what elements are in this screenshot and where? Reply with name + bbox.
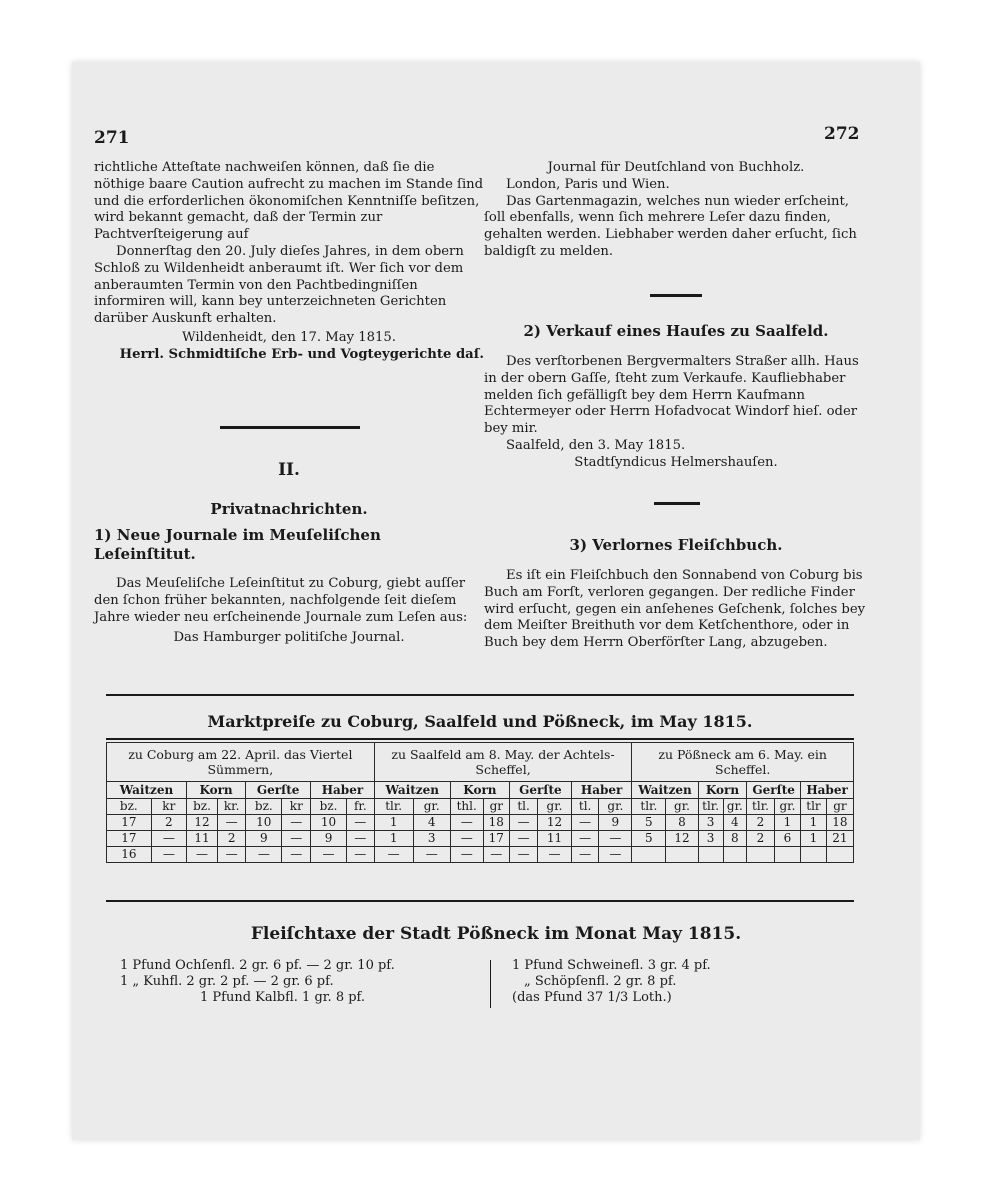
section-title: Privatnachrichten. <box>210 500 368 518</box>
price-cell: — <box>599 831 632 847</box>
unit-header: gr. <box>599 799 632 815</box>
item1-title: 1) Neue Journale im Meuſeliſchen Leſeinſtitut. <box>94 526 381 563</box>
grain-header: Waitzen <box>107 782 187 799</box>
scanned-page <box>72 62 920 1140</box>
price-cell: 18 <box>826 815 853 831</box>
grain-header: Gerſte <box>246 782 311 799</box>
grain-header: Haber <box>801 782 854 799</box>
price-cell: — <box>346 815 374 831</box>
price-cell: 3 <box>698 831 723 847</box>
price-cell: 2 <box>747 831 775 847</box>
price-cell: 17 <box>107 815 152 831</box>
unit-header: bz. <box>186 799 217 815</box>
price-cell: 17 <box>107 831 152 847</box>
unit-header: tlr. <box>698 799 723 815</box>
table-row <box>107 831 854 847</box>
item2-signature: Stadtſyndicus Helmershauſen. <box>574 454 778 470</box>
price-cell: 6 <box>774 831 800 847</box>
unit-header: bz. <box>246 799 282 815</box>
item3-body <box>484 568 868 652</box>
price-cell: — <box>538 847 572 863</box>
price-cell: 2 <box>747 815 775 831</box>
page-number-left: 271 <box>94 128 130 148</box>
grain-header: Waitzen <box>374 782 450 799</box>
grain-header: Haber <box>571 782 632 799</box>
unit-header: gr. <box>538 799 572 815</box>
grain-header: Korn <box>450 782 509 799</box>
price-cell: 9 <box>599 815 632 831</box>
price-cell: 5 <box>632 815 666 831</box>
price-cell: — <box>218 847 246 863</box>
item2-text: Des verſtorbenen Bergvermalters Straßer allh. Haus in der obern Gaſſe, ſteht zum Verkaufe. Kaufliebhaber melden ſich gefälligſt bey dem Herrn Kaufmann Echtermeyer oder Herrn Hofadvocat Windorf hieſ. oder bey mir. <box>484 354 859 437</box>
item2-date: Saalfeld, den 3. May 1815. <box>506 437 686 453</box>
price-cell: — <box>571 847 599 863</box>
price-cell <box>747 847 775 863</box>
court-signature: Herrl. Schmidtiſche Erb- und Vogteygerichte daſ. <box>119 346 484 362</box>
price-cell: — <box>374 847 413 863</box>
item3-text: Es iſt ein Fleiſchbuch den Sonnabend von Coburg bis Buch am Forſt, verloren gegangen. Der redliche Finder wird erſucht, gegen ein anſehenes Geſchenk, ſolches bey dem Meiſter Breithuth vor dem Ketſchenthore, oder in Buch bey dem Herrn Oberförſter Lang, abzugeben. <box>484 568 866 651</box>
price-cell: 9 <box>246 831 282 847</box>
price-cell <box>723 847 747 863</box>
price-cell: 4 <box>413 815 450 831</box>
section-numeral: II. <box>278 460 300 480</box>
price-cell: — <box>450 831 483 847</box>
grain-header: Haber <box>311 782 375 799</box>
price-cell <box>666 847 698 863</box>
unit-header: thl. <box>450 799 483 815</box>
price-cell: 9 <box>311 831 347 847</box>
price-cell: — <box>218 815 246 831</box>
price-cell: — <box>571 831 599 847</box>
item1-list-entry: Das Hamburger politiſche Journal. <box>173 630 405 646</box>
unit-header: bz. <box>311 799 347 815</box>
price-cell: — <box>282 815 311 831</box>
price-cell: 21 <box>826 831 853 847</box>
grain-header: Gerſte <box>509 782 571 799</box>
fleischtaxe-right <box>512 958 832 1006</box>
fleischtaxe-left <box>120 958 500 1006</box>
price-cell: — <box>346 847 374 863</box>
table-title-rule <box>106 738 854 740</box>
right-column-top <box>484 160 868 261</box>
fleischtaxe-left-line: 1 Pfund Kalbfl. 1 gr. 8 pf. <box>200 990 366 1005</box>
fleischtaxe-title: Fleiſchtaxe der Stadt Pößneck im Monat May 1815. <box>250 924 742 944</box>
price-cell: 11 <box>538 831 572 847</box>
item2-body <box>484 354 868 472</box>
price-cell: 10 <box>246 815 282 831</box>
unit-header: kr. <box>218 799 246 815</box>
price-cell: 8 <box>666 815 698 831</box>
table-grain-row <box>107 782 854 799</box>
price-cell: — <box>246 847 282 863</box>
group-coburg: zu Coburg am 22. April. das Viertel Sümmern, <box>107 743 375 782</box>
fleischtaxe-left-line: 1 Pfund Ochſenfl. 2 gr. 6 pf. — 2 gr. 10 pf. <box>120 958 395 973</box>
unit-header: bz. <box>107 799 152 815</box>
unit-header: gr. <box>413 799 450 815</box>
price-cell <box>698 847 723 863</box>
table-bottom-rule <box>106 900 854 902</box>
grain-header: Korn <box>698 782 747 799</box>
price-cell: — <box>346 831 374 847</box>
price-cell: — <box>186 847 217 863</box>
price-cell <box>774 847 800 863</box>
price-cell: 12 <box>538 815 572 831</box>
price-cell: — <box>599 847 632 863</box>
unit-header: tl. <box>571 799 599 815</box>
price-cell: 1 <box>774 815 800 831</box>
date-line-wildenheidt: Wildenheidt, den 17. May 1815. <box>182 329 396 345</box>
grain-header: Gerſte <box>747 782 801 799</box>
table-body <box>107 815 854 863</box>
price-cell: — <box>151 847 186 863</box>
price-cell <box>801 847 827 863</box>
unit-header: kr <box>151 799 186 815</box>
price-cell: — <box>509 847 537 863</box>
table-row <box>107 815 854 831</box>
unit-header: gr. <box>666 799 698 815</box>
price-cell: 8 <box>723 831 747 847</box>
unit-header: tlr <box>801 799 827 815</box>
price-cell: 12 <box>666 831 698 847</box>
price-cell: — <box>483 847 509 863</box>
price-cell: 3 <box>698 815 723 831</box>
fleischtaxe-divider <box>490 960 491 1008</box>
market-price-table <box>106 742 854 863</box>
unit-header: tl. <box>509 799 537 815</box>
grain-header: Waitzen <box>632 782 698 799</box>
price-cell: 18 <box>483 815 509 831</box>
divider-rule <box>654 502 700 505</box>
page-number-right: 272 <box>824 124 860 144</box>
price-cell: — <box>509 815 537 831</box>
unit-header: gr <box>826 799 853 815</box>
garten-text: Das Gartenmagazin, welches nun wieder erſcheint, ſoll ebenfalls, wenn ſich mehrere Leſer dazu finden, gehalten werden. Liebhaber werden daher erſucht, ſich baldigſt zu melden. <box>484 193 857 259</box>
group-saalfeld: zu Saalfeld am 8. May. der Achtels-Scheffel, <box>374 743 632 782</box>
table-unit-row <box>107 799 854 815</box>
price-cell: 17 <box>483 831 509 847</box>
fleischtaxe-left-line: 1 „ Kuhfl. 2 gr. 2 pf. — 2 gr. 6 pf. <box>120 974 334 989</box>
unit-header: gr. <box>723 799 747 815</box>
price-cell: — <box>282 831 311 847</box>
item1-body <box>94 576 484 647</box>
price-cell: 1 <box>374 815 413 831</box>
table-group-row <box>107 743 854 782</box>
price-cell: 5 <box>632 831 666 847</box>
unit-header: kr <box>282 799 311 815</box>
item3-title: 3) Verlornes Fleiſchbuch. <box>569 536 783 554</box>
price-cell: 1 <box>801 815 827 831</box>
price-cell: 2 <box>218 831 246 847</box>
divider-rule <box>650 294 702 297</box>
price-cell: 10 <box>311 815 347 831</box>
fleischtaxe-right-line: „ Schöpſenfl. 2 gr. 8 pf. <box>524 974 677 989</box>
price-cell: — <box>311 847 347 863</box>
price-cell <box>632 847 666 863</box>
fleischtaxe-right-line: 1 Pfund Schweinefl. 3 gr. 4 pf. <box>512 958 711 973</box>
grain-header: Korn <box>186 782 245 799</box>
price-cell: — <box>509 831 537 847</box>
price-cell <box>826 847 853 863</box>
unit-header: tlr. <box>747 799 775 815</box>
fleischtaxe-right-line: (das Pfund 37 1/3 Loth.) <box>512 990 672 1005</box>
price-cell: 1 <box>374 831 413 847</box>
journal-line: Journal für Deutſchland von Buchholz. <box>547 160 805 175</box>
table-row <box>107 847 854 863</box>
item1-text: Das Meuſeliſche Leſeinſtitut zu Coburg, giebt auſſer den ſchon früher bekannten, nachfolgende ſeit dieſem Jahre wieder neu erſcheinende Journale zum Leſen aus: <box>94 576 468 625</box>
unit-header: fr. <box>346 799 374 815</box>
left-column <box>94 160 484 364</box>
price-cell: 12 <box>186 815 217 831</box>
unit-header: gr. <box>774 799 800 815</box>
marktpreise-title: Marktpreiſe zu Coburg, Saalfeld und Pößneck, im May 1815. <box>207 712 753 731</box>
unit-header: tlr. <box>632 799 666 815</box>
table-top-rule <box>106 694 854 696</box>
unit-header: tlr. <box>374 799 413 815</box>
left-paragraph-1: richtliche Atteſtate nachweiſen können, daß ſie die nöthige baare Caution aufrecht zu machen im Stande ſind und die erforderlichen ökonomiſchen Kenntniſſe beſitzen, wird bekannt gemacht, daß der Termin zur Pachtverſteigerung auf <box>94 160 484 243</box>
price-cell: — <box>151 831 186 847</box>
price-cell: 2 <box>151 815 186 831</box>
price-cell: 1 <box>801 831 827 847</box>
price-cell: 3 <box>413 831 450 847</box>
item2-title: 2) Verkauf eines Hauſes zu Saalfeld. <box>523 322 829 340</box>
price-cell: — <box>413 847 450 863</box>
price-cell: — <box>450 847 483 863</box>
left-paragraph-2: Donnerſtag den 20. July dieſes Jahres, in dem obern Schloß zu Wildenheidt anberaumt iſt. Wer ſich vor dem anberaumten Termin von den Pachtbedingniſſen informiren will, kann bey unterzeichneten Gerichten darüber Auskunft erhalten. <box>94 243 464 327</box>
unit-header: gr <box>483 799 509 815</box>
price-cell: — <box>282 847 311 863</box>
price-cell: 11 <box>186 831 217 847</box>
divider-rule <box>220 426 360 429</box>
price-cell: 4 <box>723 815 747 831</box>
price-cell: 16 <box>107 847 152 863</box>
price-cell: — <box>450 815 483 831</box>
price-cell: — <box>571 815 599 831</box>
group-poessneck: zu Pößneck am 6. May. ein Scheffel. <box>632 743 854 782</box>
journal-line-2: London, Paris und Wien. <box>506 176 670 192</box>
